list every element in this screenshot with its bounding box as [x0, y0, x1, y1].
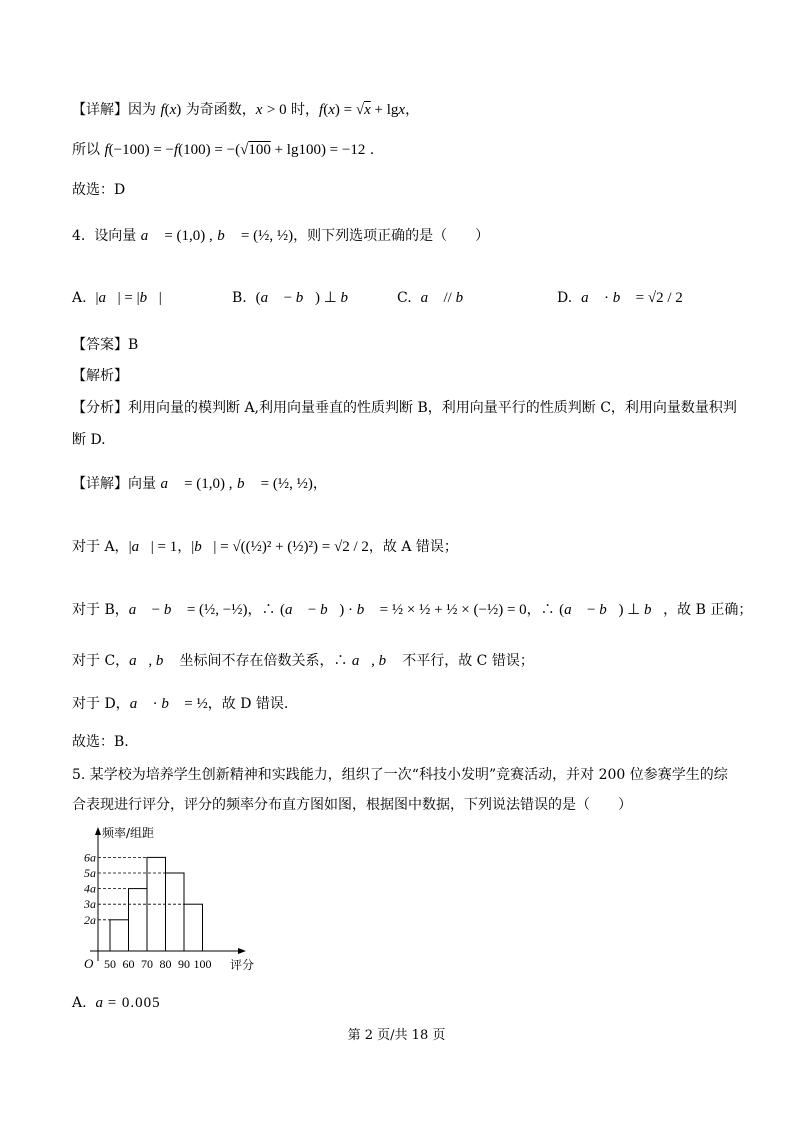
y-tick-label: 3a: [84, 897, 96, 912]
y-axis-arrow: [95, 827, 101, 835]
detail-line-2: 所以 f(−100) = −f(100) = −(√100 + lg100) = −12 .: [72, 142, 375, 158]
detail-vectors: 【详解】向量 a⃗ = (1,0) , b⃗ = (½, ½)，: [72, 476, 327, 492]
y-axis-label: 频率/组距: [102, 826, 155, 840]
x-tick-label: 50: [104, 957, 116, 971]
detail-d: 对于 D，a⃗ · b⃗ = ½，故 D 错误.: [72, 696, 289, 712]
detail-line-1: 【详解】因为 f(x) 为奇函数，x > 0 时，f(x) = √x + lgx，: [72, 102, 420, 118]
y-tick-label: 2a: [84, 912, 96, 927]
analysis-line-2: 断 D.: [72, 432, 106, 448]
origin-label: O: [84, 956, 94, 971]
histogram-bar-60-70: [129, 889, 148, 951]
option-a: A. |a⃗| = |b⃗|: [72, 290, 162, 306]
question-5-line-2: 合表现进行评分，评分的频率分布直方图如图，根据图中数据，下列说法错误的是（ ）: [72, 797, 632, 813]
analysis-line-1: 【分析】利用向量的模判断 A,利用向量垂直的性质判断 B，利用向量平行的性质判断 C，利用向量数量积判: [72, 400, 737, 416]
x-tick-label: 90: [178, 957, 190, 971]
y-tick-label: 5a: [84, 866, 96, 880]
detail-a: 对于 A，|a⃗| = 1，|b⃗| = √((½)² + (½)²) = √2 / 2，故 A 错误；: [72, 539, 458, 555]
question-5-option-a: A. a = 0.005: [72, 995, 161, 1011]
option-b: B. (a⃗ − b⃗) ⊥ b⃗: [232, 290, 360, 306]
question-4: 4. 设向量 a⃗ = (1,0) , b⃗ = (½, ½)，则下列选项正确的是（ ）: [72, 228, 490, 244]
option-c: C. a⃗ // b⃗: [397, 290, 475, 306]
x-axis-arrow: [238, 948, 246, 954]
x-tick-label: 100: [193, 957, 212, 971]
answer-label: 【答案】B: [72, 337, 139, 353]
x-tick-label: 70: [141, 957, 153, 971]
histogram-bar-90-100: [184, 904, 203, 951]
answer-line-3: 故选：D: [72, 182, 126, 198]
detail-b: 对于 B，a⃗ − b⃗ = (½, −½)，∴ (a⃗ − b⃗) · b⃗ = ½ × ½ + ½ × (−½) = 0，∴ (a⃗ − b⃗) ⊥ b⃗，故 B 正确；: [72, 602, 753, 618]
question-5-line-1: 5. 某学校为培养学生创新精神和实践能力，组织了一次“科技小发明”竞赛活动，并对 200 位参赛学生的综: [72, 767, 728, 783]
conclusion: 故选：B.: [72, 734, 129, 750]
frequency-histogram: [72, 823, 262, 975]
histogram-bar-50-60: [110, 920, 129, 951]
option-d: D. a⃗ · b⃗ = √2 / 2: [557, 290, 683, 306]
y-tick-label: 6a: [84, 850, 96, 865]
histogram-bar-80-90: [166, 873, 185, 951]
detail-c: 对于 C，a⃗, b⃗ 坐标间不存在倍数关系，∴ a⃗, b⃗ 不平行，故 C 错误；: [72, 653, 534, 669]
x-axis-label: 评分: [230, 958, 255, 972]
x-tick-label: 80: [159, 957, 172, 971]
page-footer: 第 2 页/共 18 页: [347, 1028, 446, 1043]
analysis-label: 【解析】: [72, 368, 128, 384]
y-tick-label: 4a: [84, 881, 96, 896]
x-tick-label: 60: [122, 957, 135, 971]
